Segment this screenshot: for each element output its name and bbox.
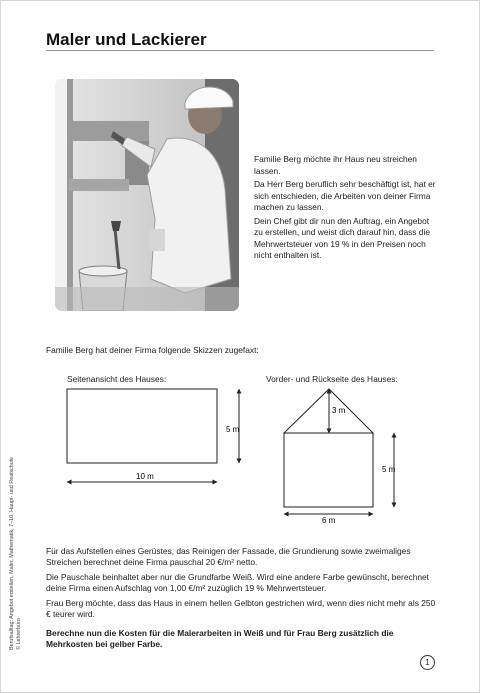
- page-title: Maler und Lackierer: [46, 30, 207, 49]
- task-description: [46, 546, 436, 624]
- side-width-label: 10 m: [136, 472, 154, 481]
- front-width-label: 6 m: [322, 516, 336, 525]
- body-paragraph: Frau Berg möchte, dass das Haus in einem hellen Gelbton gestrichen wird, wenn dies nicht mehr als 250 € teurer wird.: [46, 598, 436, 619]
- front-height-label: 5 m: [382, 465, 396, 474]
- side-note-line: © Lehrerbüro: [16, 618, 22, 650]
- task-instruction: Berechne nun die Kosten für die Malerarbeiten in Weiß und für Frau Berg zusätzlich die Mehrkosten bei gelber Farbe.: [46, 628, 394, 649]
- intro-paragraph: Dein Chef gibt dir nun den Auftrag, ein Angebot zu erstellen, und weist dich darauf hin, dass die Mehrwertsteuer von 19 % in den Preisen noch nicht enthalten ist.: [254, 215, 430, 260]
- intro-paragraph: Da Herr Berg beruflich sehr beschäftigt ist, hat er sich entschieden, die Arbeiten von deiner Firma machen zu lassen.: [254, 179, 436, 212]
- front-wall-rect: [284, 433, 373, 507]
- side-note-line: Berufsalltag: Angebot erstellen, Maler, Mathematik, 7–10, Haupt- und Realschule: [9, 457, 15, 650]
- page-number: 1: [420, 655, 435, 670]
- front-view-label: Vorder- und Rückseite des Hauses:: [266, 374, 398, 384]
- side-view-label: Seitenansicht des Hauses:: [67, 374, 167, 384]
- side-wall-rect: [67, 389, 217, 463]
- body-paragraph: Für das Aufstellen eines Gerüstes, das Reinigen der Fassade, die Grundierung sowie zweimaliges Streichen berechnet deine Firma pauschal 20 €/m² netto.: [46, 546, 411, 567]
- fax-sentence: Familie Berg hat deiner Firma folgende Skizzen zugefaxt:: [46, 345, 259, 355]
- intro-paragraph: Familie Berg möchte ihr Haus neu streichen lassen.: [254, 154, 417, 176]
- body-paragraph: Die Pauschale beinhaltet aber nur die Grundfarbe Weiß. Wird eine andere Farbe gewünscht, berechnet deine Firma einen Aufschlag von 1,00 €/m² zuzüglich 19 % Mehrwertsteuer.: [46, 572, 429, 593]
- side-height-label: 5 m: [226, 425, 240, 434]
- roof-height-label: 3 m: [332, 406, 346, 415]
- side-note: [9, 457, 23, 650]
